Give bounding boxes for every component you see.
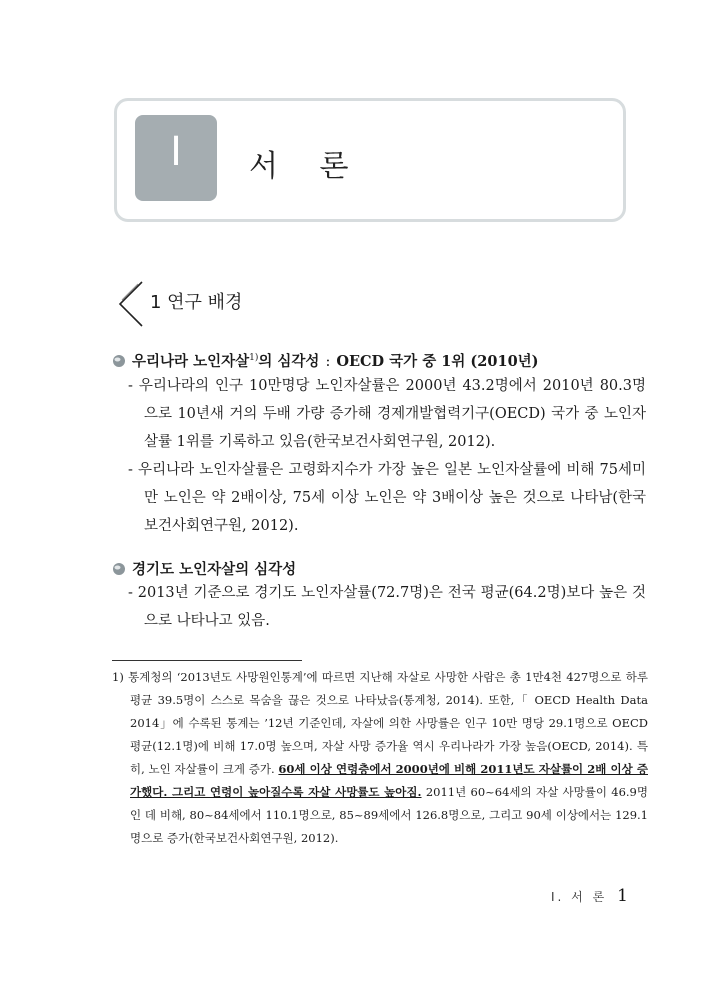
chapter-title: 서 론 [249, 149, 365, 184]
bullet-extra: OECD 국가 중 1위 (2010년) [336, 353, 539, 370]
footnote-ref: 1) [249, 353, 259, 364]
paragraph-1: - 우리나라의 인구 10만명당 노인자살률은 2000년 43.2명에서 2010년 80.3명으로 10년새 거의 두배 가량 증가해 경제개발협력기구(OECD) 국가 중 노인자살률 1위를 기록하고 있음(한국보건사회연구원, 2012). [128, 378, 646, 450]
footnote-highlight: 60세 이상 연령층에서 2000년에 비해 2011년도 자살률이 2배 이상 증가했다. 그리고 연령이 높아질수록 자살 사망률도 높아짐. [130, 762, 648, 799]
footnote [112, 666, 648, 850]
chapter-header-box [114, 98, 626, 222]
footnote-divider [112, 660, 302, 661]
globe-bullet-icon [112, 562, 126, 576]
bullet-heading-1 [112, 350, 539, 371]
globe-bullet-icon [112, 354, 126, 368]
bullet-heading-2 [112, 558, 296, 579]
bullet-title-rest: 의 심각성 [258, 353, 320, 370]
footnote-marker: 1) [112, 670, 124, 684]
section-label: 1 연구 배경 [150, 292, 243, 313]
page-number: 1 [617, 886, 628, 906]
bullet-title: 경기도 노인자살의 심각성 [132, 561, 297, 578]
footer-chapter-label: Ⅰ. 서 론 [551, 890, 608, 904]
paragraph-3: - 2013년 기준으로 경기도 노인자살률(72.7명)은 전국 평균(64.2명)보다 높은 것으로 나타나고 있음. [128, 585, 646, 629]
chapter-number-tile [135, 115, 217, 201]
bullet-colon: : [325, 354, 331, 370]
paragraph-2: - 우리나라 노인자살률은 고령화지수가 가장 높은 일본 노인자살률에 비해 75세미만 노인은 약 2배이상, 75세 이상 노인은 약 3배이상 높은 것으로 나타남(한국보건사회연구원, 2012). [128, 462, 646, 534]
section-heading [118, 280, 418, 330]
chapter-number: Ⅰ [170, 129, 182, 175]
footnote-text-a: 통계청의 ‘2013년도 사망원인통계’에 따르면 지난해 자살로 사망한 사람은 총 1만4천 427명으로 하루 평균 39.5명이 스스로 목숨을 끊은 것으로 나타났음(통계청, 2014). 또한,「 OECD Health Data 2014」에 수록된 통계는 ’12년 기준인데, 자살에 의한 사망률은 인구 10만 명당 29.1명으로 OECD 평균(12.1명)에 비해 17.0명 높으며, 자살 사망 증가율 역시 우리나라가 가장 높음(OECD, 2014). 특히, 노인 자살률이 크게 증가. [128, 670, 649, 776]
page-footer [551, 886, 628, 906]
bullet-title: 우리나라 노인자살 [132, 353, 250, 370]
footnote-text-b: 2011년 60~64세의 자살 사망률이 46.9명인 데 비해, 80~84세에서 110.1명으로, 85~89세에서 126.8명으로, 그리고 90세 이상에서는 129.1명으로 증가(한국보건사회연구원, 2012). [130, 785, 648, 845]
